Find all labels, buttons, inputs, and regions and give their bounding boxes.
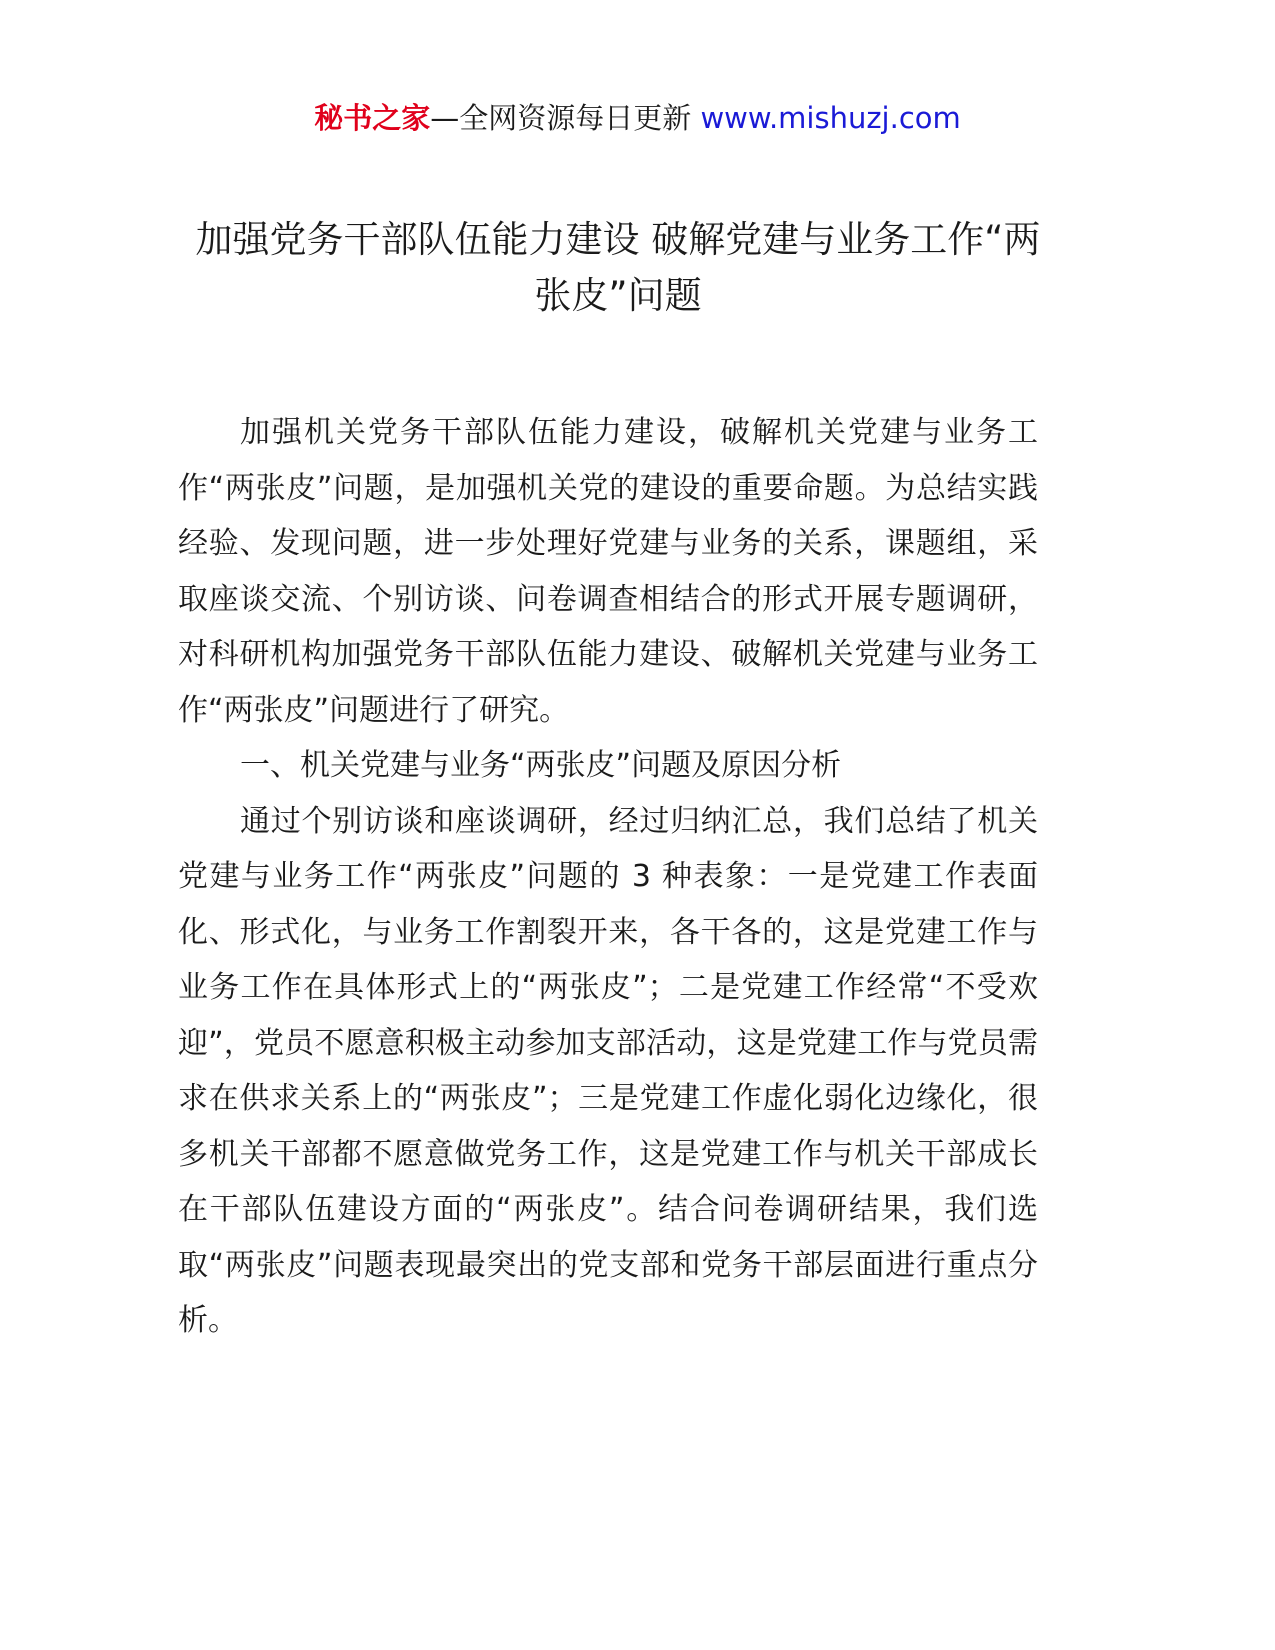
brand-name: 秘书之家 xyxy=(314,101,431,135)
site-banner xyxy=(0,96,1275,140)
document-title: 加强党务干部队伍能力建设 破解党建与业务工作“两张皮”问题 xyxy=(195,218,1041,317)
intro-paragraph: 加强机关党务干部队伍能力建设，破解机关党建与业务工作“两张皮”问题，是加强机关党的建设的重要命题。为总结实践经验、发现问题，进一步处理好党建与业务的关系，课题组，采取座谈交流、个别访谈、问卷调查相结合的形式开展专题调研，对科研机构加强党务干部队伍能力建设、破解机关党建与业务工作“两张皮”问题进行了研究。 xyxy=(178,415,1038,728)
site-url-link[interactable]: www.mishuzj.com xyxy=(700,101,961,135)
banner-tagline: —全网资源每日更新 xyxy=(430,101,701,135)
analysis-paragraph: 通过个别访谈和座谈调研，经过归纳汇总，我们总结了机关党建与业务工作“两张皮”问题的 3 种表象：一是党建工作表面化、形式化，与业务工作割裂开来，各干各的，这是党建工作与业务工作在具体形式上的“两张皮”；二是党建工作经常“不受欢迎”，党员不愿意积极主动参加支部活动，这是党建工作与党员需求在供求关系上的“两张皮”；三是党建工作虚化弱化边缘化，很多机关干部都不愿意做党务工作，这是党建工作与机关干部成长在干部队伍建设方面的“两张皮”。结合问卷调研结果，我们选取“两张皮”问题表现最突出的党支部和党务干部层面进行重点分析。 xyxy=(178,803,1038,1338)
document-body xyxy=(178,405,1038,1349)
section-heading: 一、机关党建与业务“两张皮”问题及原因分析 xyxy=(240,748,842,783)
